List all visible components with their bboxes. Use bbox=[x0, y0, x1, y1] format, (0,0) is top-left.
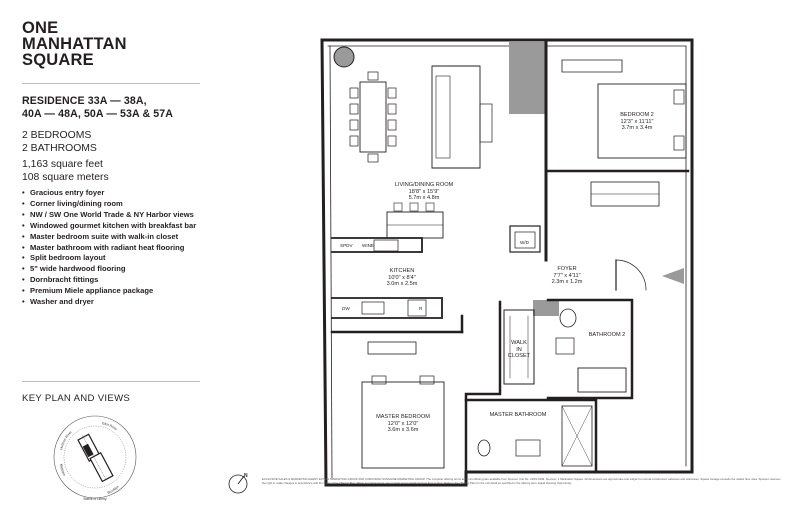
tag-r: R bbox=[419, 306, 423, 311]
unit-area bbox=[22, 159, 109, 184]
tag-wine: WINE bbox=[362, 243, 374, 248]
divider bbox=[22, 381, 200, 382]
brand-line: ONE bbox=[22, 19, 59, 37]
key-plan-diagram bbox=[50, 412, 140, 502]
key-plan-label: East River bbox=[101, 421, 118, 432]
bedroom-count: 2 BEDROOMS bbox=[22, 130, 92, 141]
floor-plan-drawing bbox=[222, 20, 800, 500]
interior-wall bbox=[466, 302, 500, 472]
info-panel bbox=[0, 0, 212, 517]
square-meters: 108 square meters bbox=[22, 171, 109, 183]
feature-item: • Master bedroom suite with walk-in closet bbox=[22, 232, 196, 243]
structural-core bbox=[533, 300, 559, 316]
brand-line: MANHATTAN bbox=[22, 35, 127, 53]
room-label-master-bath: MASTER BATHROOM bbox=[489, 412, 547, 418]
key-plan-label: Midtown bbox=[58, 463, 67, 477]
tag-dw: DW bbox=[342, 306, 350, 311]
feature-item: • Premium Miele appliance package bbox=[22, 286, 196, 297]
feature-item: • Master bathroom with radiant heat flooring bbox=[22, 243, 196, 254]
compass-label: N bbox=[244, 473, 248, 479]
building-footprint bbox=[77, 432, 113, 483]
bath2-vanity bbox=[556, 338, 574, 354]
structural-core bbox=[509, 42, 546, 114]
sofa-cushion bbox=[436, 76, 450, 158]
room-label-bathroom-2: BATHROOM 2 bbox=[588, 332, 626, 338]
living-sofa bbox=[432, 66, 480, 168]
key-plan-label: Brooklyn bbox=[106, 484, 120, 495]
legal-disclaimer: EXCLUSIVE SALES & MARKETING AGENT: EXTELL MARKETING GROUP AND CORCORAN SUNSHINE MARKETING GROUP. The complete offering terms are in an offering plan available from Sponsor. File No. CD15-0199. Sponsor: 1 Manhattan Square. All dimensions are approximate and subject to normal construction variances and tolerances. Square footage exceeds the usable floor area. Sponsor reserves the right to make changes in accordance with the terms of the Offering Plan. Plans and dimensions may contain minor variations from floor to floor. Refer to the Offering Plan for the unit detail as specified in the offering plan. Equal Housing Opportunity. bbox=[262, 477, 781, 485]
bar-stool bbox=[426, 203, 434, 211]
bath2-toilet bbox=[560, 309, 576, 327]
cooktop bbox=[374, 240, 398, 251]
residence-title bbox=[22, 95, 173, 121]
feature-item: • Windowed gourmet kitchen with breakfast bar bbox=[22, 221, 196, 232]
tag-wd: W/D bbox=[520, 240, 529, 245]
brand-logo bbox=[22, 20, 127, 68]
dining-chairs bbox=[350, 72, 396, 162]
bathtub bbox=[578, 368, 626, 392]
key-plan-title: KEY PLAN AND VIEWS bbox=[22, 393, 131, 404]
bathroom-count: 2 BATHROOMS bbox=[22, 142, 97, 154]
key-plan-label: Statue of Liberty bbox=[83, 497, 107, 501]
feature-item: • Corner living/dining room bbox=[22, 199, 196, 210]
room-label-master-bedroom: MASTER BEDROOM 12'0" x 12'0" 3.6m x 3.6m bbox=[368, 414, 438, 434]
room-label-walk-in-closet: WALK IN CLOSET bbox=[507, 340, 531, 360]
bed-pillow bbox=[674, 136, 684, 150]
bed-pillow bbox=[420, 376, 434, 384]
entry-arrow bbox=[662, 268, 684, 284]
feature-item: • Dornbracht fittings bbox=[22, 275, 196, 286]
dining-table bbox=[360, 82, 386, 152]
feature-item: • Washer and dryer bbox=[22, 297, 196, 308]
feature-item: • Split bedroom layout bbox=[22, 253, 196, 264]
bar-stool bbox=[394, 203, 402, 211]
residence-line: RESIDENCE 33A — 38A, bbox=[22, 95, 147, 107]
coffee-table bbox=[480, 104, 492, 142]
bed-pillow bbox=[372, 376, 386, 384]
master-toilet bbox=[478, 440, 490, 456]
floor-plan bbox=[222, 20, 800, 500]
residence-line: 40A — 48A, 50A — 53A & 57A bbox=[22, 108, 173, 120]
room-label-bedroom-2: BEDROOM 2 12'3" x 11'11" 3.7m x 3.4m bbox=[620, 112, 654, 132]
square-feet: 1,163 square feet bbox=[22, 159, 103, 170]
divider bbox=[22, 83, 200, 84]
bedroom2-desk bbox=[562, 60, 622, 72]
brand-line: SQUARE bbox=[22, 51, 94, 69]
feature-item: • Gracious entry foyer bbox=[22, 188, 196, 199]
bar-stool bbox=[410, 203, 418, 211]
kitchen-sink bbox=[362, 302, 384, 314]
master-vanity bbox=[516, 440, 540, 456]
north-compass-icon bbox=[226, 472, 250, 496]
entry-door-swing bbox=[616, 260, 646, 290]
refrigerator bbox=[408, 300, 426, 316]
window-line bbox=[330, 46, 332, 478]
room-label-kitchen: KITCHEN 10'0" x 8'4" 3.0m x 2.5m bbox=[386, 268, 418, 288]
feature-list bbox=[22, 188, 196, 308]
room-label-living: LIVING/DINING ROOM 18'8" x 15'9" 5.7m x 4.8m bbox=[394, 182, 454, 202]
corner-column bbox=[334, 47, 354, 67]
room-counts bbox=[22, 130, 97, 155]
room-label-foyer: FOYER 7'7" x 4'11" 2.3m x 1.2m bbox=[551, 266, 583, 286]
bed-pillow bbox=[674, 90, 684, 104]
feature-item: • NW / SW One World Trade & NY Harbor views bbox=[22, 210, 196, 221]
key-plan-label: Hudson River bbox=[59, 430, 73, 451]
interior-wall bbox=[466, 400, 596, 472]
master-dresser bbox=[368, 342, 416, 354]
tag-spdv: SPDV bbox=[340, 243, 353, 248]
feature-item: • 5" wide hardwood flooring bbox=[22, 264, 196, 275]
